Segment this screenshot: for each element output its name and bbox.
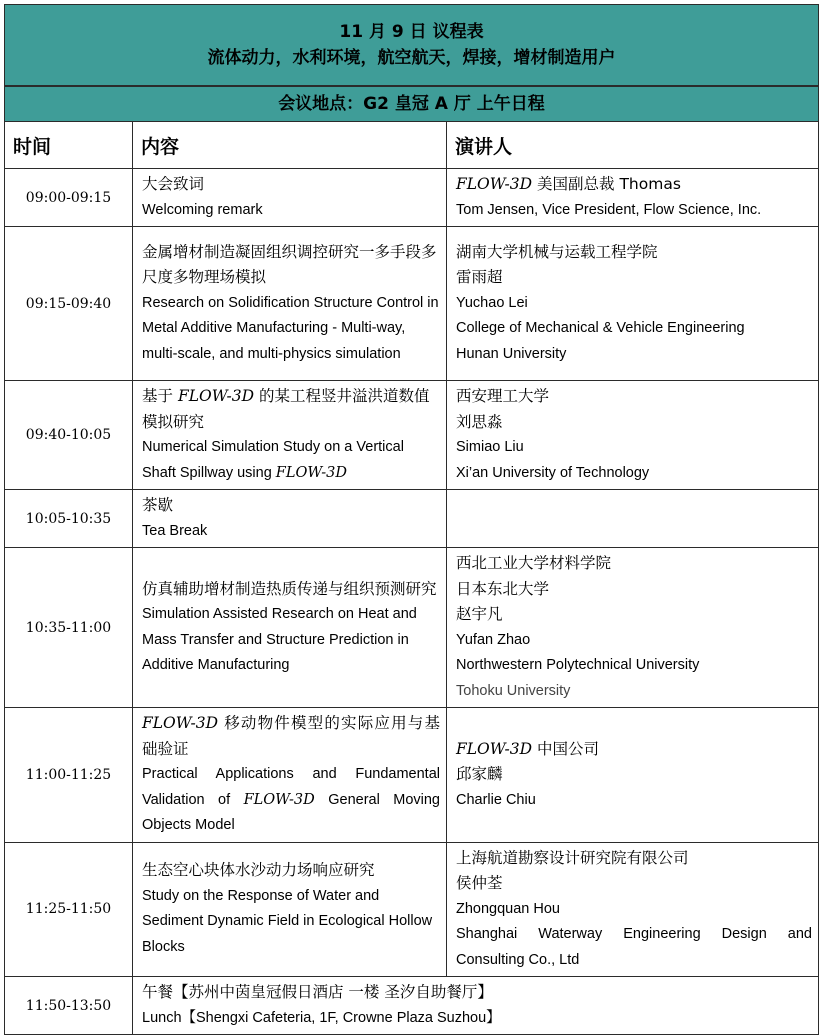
speaker-affiliation-zh: 上海航道勘察设计研究院有限公司 bbox=[456, 848, 689, 867]
agenda-row bbox=[5, 977, 819, 1035]
time-cell: 09:00-09:15 bbox=[5, 169, 133, 227]
column-header-content: 内容 bbox=[133, 122, 447, 169]
time-cell: 11:50-13:50 bbox=[5, 977, 133, 1035]
speaker-affiliation-zh: FLOW-3D 中国公司 bbox=[456, 739, 600, 758]
speaker-name-zh: 邱家麟 bbox=[456, 765, 503, 783]
speaker-cell bbox=[447, 490, 819, 548]
agenda-row bbox=[5, 227, 819, 381]
speaker-cell bbox=[447, 548, 819, 708]
agenda-table bbox=[4, 4, 819, 1035]
agenda-sheet bbox=[4, 4, 818, 1035]
content-zh: 金属增材制造凝固组织调控研究一多手段多尺度多物理场模拟 bbox=[142, 242, 437, 287]
speaker-cell bbox=[447, 169, 819, 227]
content-en: Research on Solidification Structure Control in Metal Additive Manufacturing - Multi-way, multi-scale, and multi-physics simulation bbox=[142, 294, 439, 362]
speaker-name-zh: 雷雨超 bbox=[456, 268, 503, 287]
column-header-row bbox=[5, 122, 819, 169]
column-header-speaker: 演讲人 bbox=[447, 122, 819, 169]
agenda-subtitle: 流体动力，水利环境，航空航天，焊接，增材制造用户 bbox=[207, 48, 616, 68]
time-cell: 11:25-11:50 bbox=[5, 842, 133, 977]
speaker-title: FLOW-3D 美国副总裁 Thomas bbox=[456, 175, 681, 193]
speaker-affiliation-zh: 西北工业大学材料学院 bbox=[456, 554, 612, 572]
speaker-affiliation-zh: 湖南大学机械与运载工程学院 bbox=[456, 242, 658, 261]
speaker-affiliation-en: Tohoku University bbox=[456, 682, 571, 699]
agenda-row bbox=[5, 169, 819, 227]
content-en: Lunch【Shengxi Cafeteria, 1F, Crowne Plaza Suzhou】 bbox=[142, 1009, 501, 1026]
speaker-name-zh: 刘思淼 bbox=[456, 412, 503, 431]
content-en: Numerical Simulation Study on a Vertical Shaft Spillway using FLOW-3D bbox=[142, 439, 404, 481]
speaker-name-zh: 赵宇凡 bbox=[456, 605, 503, 623]
speaker-name-en: Zhongquan Hou bbox=[456, 900, 560, 917]
speaker-cell bbox=[447, 227, 819, 381]
content-zh: 大会致词 bbox=[142, 175, 205, 193]
content-zh: 仿真辅助增材制造热质传递与组织预测研究 bbox=[142, 579, 437, 598]
speaker-cell bbox=[447, 842, 819, 977]
content-en: Study on the Response of Water and Sediment Dynamic Field in Ecological Hollow Blocks bbox=[142, 887, 433, 955]
time-cell: 09:40-10:05 bbox=[5, 381, 133, 490]
speaker-cell bbox=[447, 708, 819, 843]
content-cell bbox=[133, 842, 447, 977]
agenda-row bbox=[5, 548, 819, 708]
speaker-affiliation-en: Northwestern Polytechnical University bbox=[456, 657, 700, 673]
content-en: Simulation Assisted Research on Heat and Mass Transfer and Structure Prediction in Additive Manufacturing bbox=[142, 606, 417, 673]
agenda-title: 11 月 9 日 议程表 bbox=[339, 22, 484, 42]
time-cell: 09:15-09:40 bbox=[5, 227, 133, 381]
content-cell bbox=[133, 490, 447, 548]
content-zh: 生态空心块体水沙动力场响应研究 bbox=[142, 861, 375, 880]
venue-banner bbox=[5, 86, 819, 122]
agenda-row bbox=[5, 381, 819, 490]
column-header-time: 时间 bbox=[5, 122, 133, 169]
content-en: Welcoming remark bbox=[142, 201, 263, 218]
content-cell bbox=[133, 169, 447, 227]
content-cell bbox=[133, 548, 447, 708]
venue-text: 会议地点：G2 皇冠 A 厅 上午日程 bbox=[278, 94, 545, 114]
content-zh: 基于 FLOW-3D 的某工程竖井溢洪道数值模拟研究 bbox=[142, 387, 430, 431]
speaker-name-en: Yufan Zhao bbox=[456, 631, 531, 648]
content-cell bbox=[133, 977, 819, 1035]
time-cell: 10:35-11:00 bbox=[5, 548, 133, 708]
agenda-row bbox=[5, 708, 819, 843]
time-cell: 11:00-11:25 bbox=[5, 708, 133, 843]
content-zh: FLOW-3D 移动物件模型的实际应用与基础验证 bbox=[142, 714, 440, 758]
speaker-affiliation-zh: 西安理工大学 bbox=[456, 387, 550, 405]
time-cell: 10:05-10:35 bbox=[5, 490, 133, 548]
speaker-affiliation-en: Hunan University bbox=[456, 345, 567, 362]
content-zh: 茶歇 bbox=[142, 496, 174, 514]
content-en: Tea Break bbox=[142, 522, 208, 539]
content-cell bbox=[133, 708, 447, 843]
agenda-header bbox=[5, 5, 819, 87]
speaker-affiliation-zh: 日本东北大学 bbox=[456, 579, 550, 598]
content-zh: 午餐【苏州中茵皇冠假日酒店 一楼 圣汐自助餐厅】 bbox=[142, 983, 493, 1001]
content-en: Practical Applications and Fundamental Validation of FLOW-3D General Moving Objects Model bbox=[142, 766, 440, 833]
speaker-affiliation-en: Xi’an University of Technology bbox=[456, 464, 650, 481]
speaker-cell bbox=[447, 381, 819, 490]
speaker-affiliation-en: Shanghai Waterway Engineering Design and Consulting Co., Ltd bbox=[456, 926, 813, 968]
agenda-row bbox=[5, 842, 819, 977]
speaker-affiliation-en: College of Mechanical & Vehicle Engineering bbox=[456, 320, 745, 337]
speaker-name-en: Charlie Chiu bbox=[456, 791, 536, 808]
speaker-name-en: Tom Jensen, Vice President, Flow Science, Inc. bbox=[456, 201, 762, 218]
speaker-name-en: Yuchao Lei bbox=[456, 294, 528, 311]
content-cell bbox=[133, 381, 447, 490]
content-cell bbox=[133, 227, 447, 381]
agenda-row bbox=[5, 490, 819, 548]
speaker-name-en: Simiao Liu bbox=[456, 439, 524, 455]
speaker-name-zh: 侯仲荃 bbox=[456, 874, 503, 892]
